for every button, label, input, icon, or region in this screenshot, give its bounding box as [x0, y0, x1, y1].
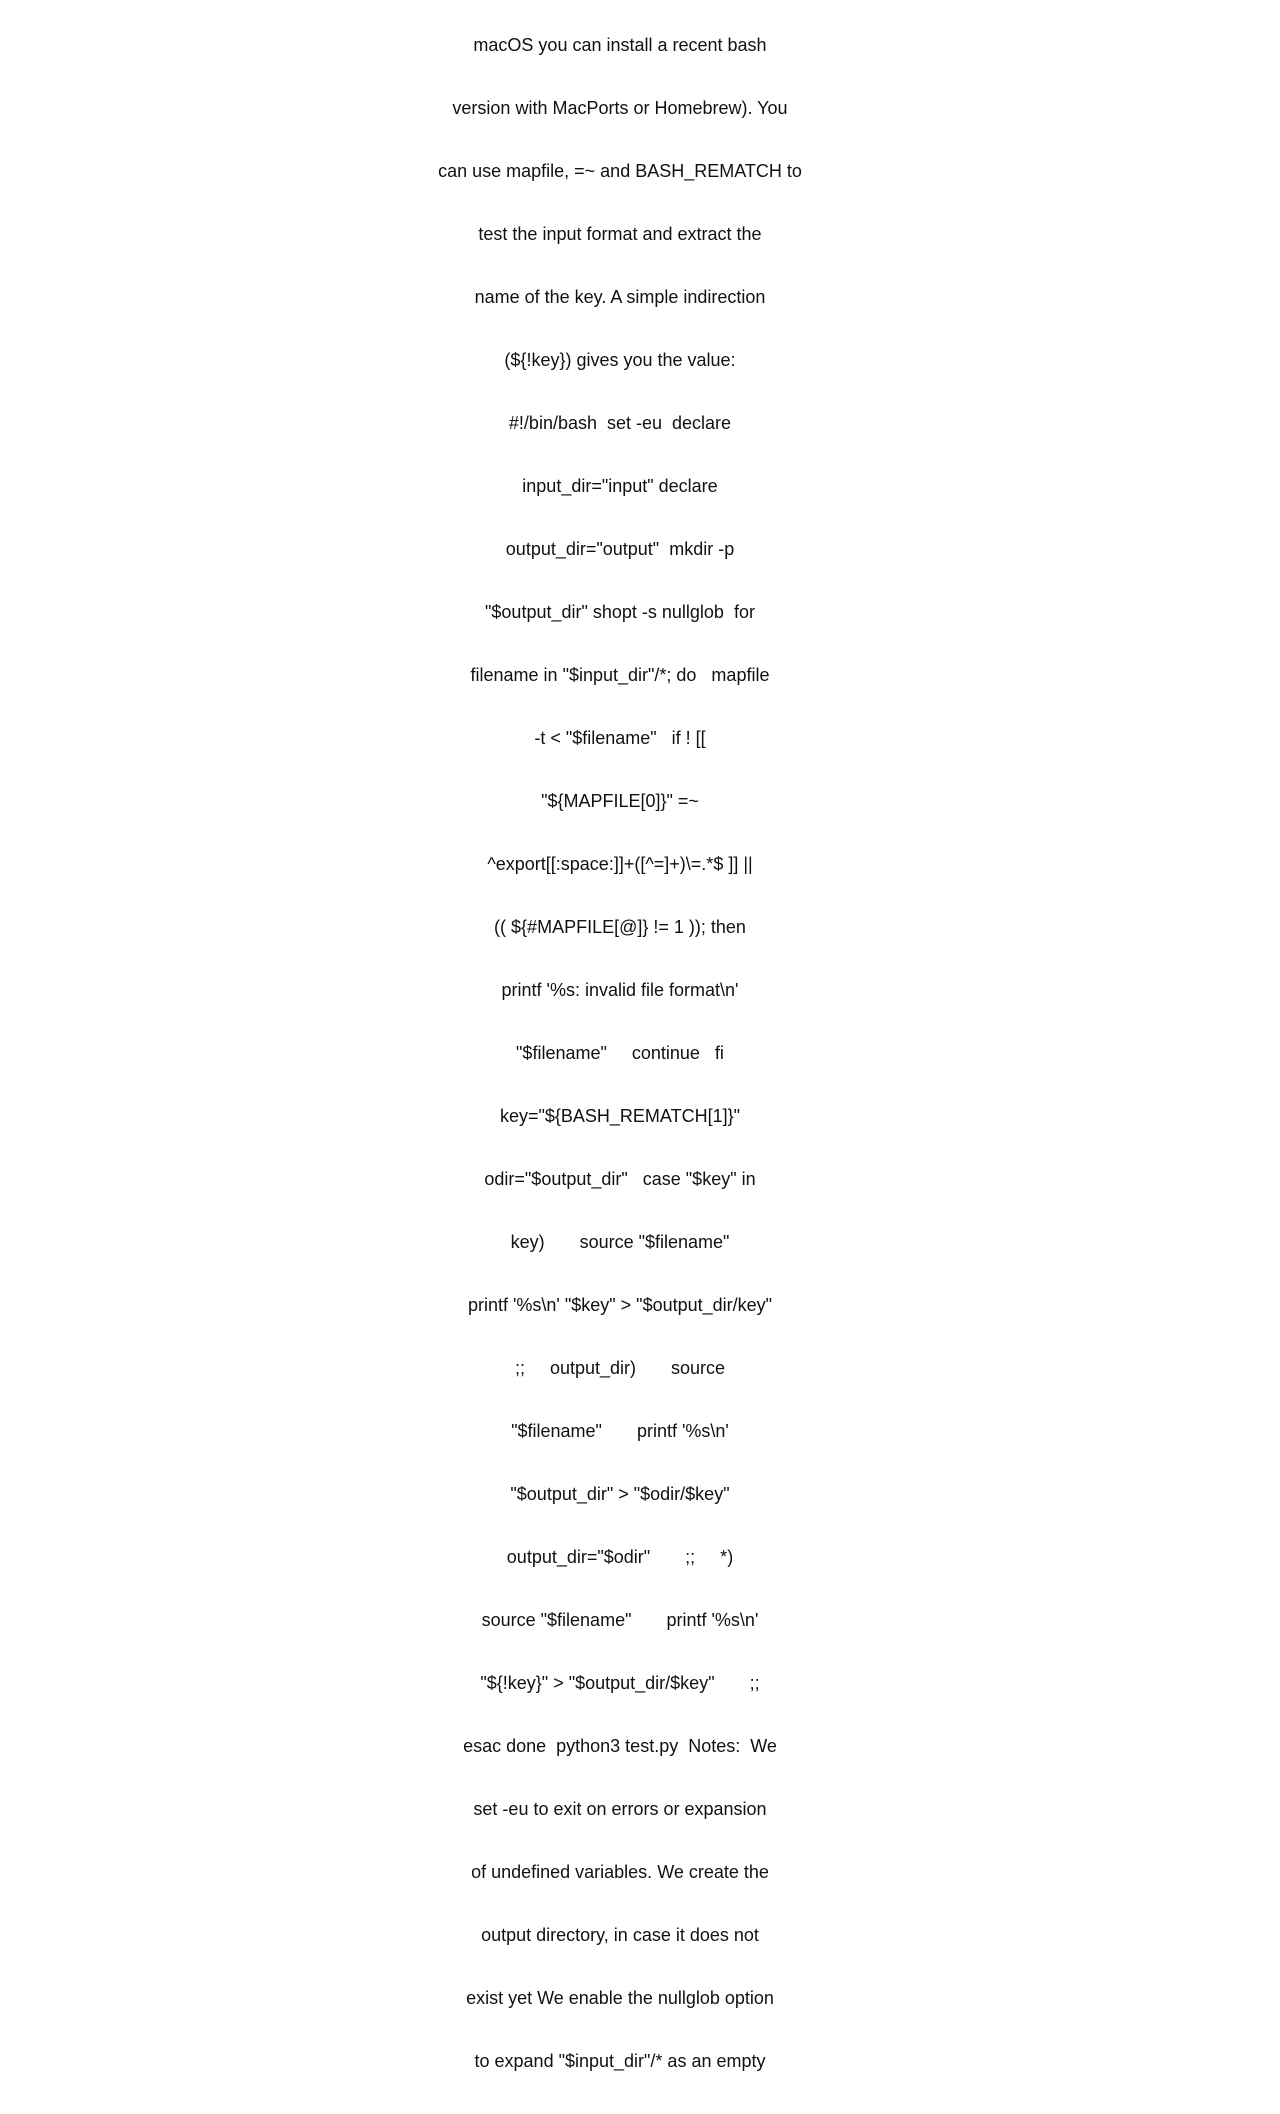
answer-text-column	[438, 0, 802, 2114]
code-line: (( ${#MAPFILE[@]} != 1 )); then	[494, 917, 746, 937]
code-line: #!/bin/bash set -eu declare	[508, 413, 732, 433]
text-line: version with MacPorts or Homebrew). You	[452, 98, 788, 118]
text-line: name of the key. A simple indirection	[474, 287, 766, 307]
text-line: test the input format and extract the	[478, 224, 762, 244]
code-line: "${MAPFILE[0]}" =~	[541, 791, 699, 811]
code-line: "$output_dir" > "$odir/$key"	[510, 1484, 730, 1504]
code-line: ;; output_dir) source	[514, 1358, 726, 1378]
code-line: output_dir="output" mkdir -p	[505, 539, 735, 559]
text-line: macOS you can install a recent bash	[473, 35, 767, 55]
text-line: (${!key}) gives you the value:	[504, 350, 736, 370]
code-line: ^export[[:space:]]+([^=]+)\=.*$ ]] ||	[487, 854, 753, 874]
code-line: "${!key}" > "$output_dir/$key" ;;	[480, 1673, 760, 1693]
text-line: set -eu to exit on errors or expansion	[473, 1799, 767, 1819]
code-line: output_dir="$odir" ;; *)	[506, 1547, 734, 1567]
text-line: esac done python3 test.py Notes: We	[463, 1736, 777, 1756]
code-line: "$filename" printf '%s\n'	[511, 1421, 729, 1441]
text-line: to expand "$input_dir"/* as an empty	[474, 2051, 766, 2071]
code-line: printf '%s: invalid file format\n'	[501, 980, 739, 1000]
text-line: of undefined variables. We create the	[471, 1862, 769, 1882]
code-line: -t < "$filename" if ! [[	[534, 728, 706, 748]
code-line: key) source "$filename"	[510, 1232, 730, 1252]
code-line: printf '%s\n' "$key" > "$output_dir/key"	[467, 1295, 773, 1315]
text-line: output directory, in case it does not	[481, 1925, 759, 1945]
text-line: exist yet We enable the nullglob option	[466, 1988, 774, 2008]
text-line: can use mapfile, =~ and BASH_REMATCH to	[438, 161, 802, 181]
code-line: odir="$output_dir" case "$key" in	[484, 1169, 756, 1189]
code-line: "$output_dir" shopt -s nullglob for	[485, 602, 755, 622]
code-line: key="${BASH_REMATCH[1]}"	[499, 1106, 741, 1126]
code-line: input_dir="input" declare	[522, 476, 718, 496]
code-line: filename in "$input_dir"/*; do mapfile	[470, 665, 770, 685]
code-line: source "$filename" printf '%s\n'	[481, 1610, 759, 1630]
code-line: "$filename" continue fi	[516, 1043, 724, 1063]
